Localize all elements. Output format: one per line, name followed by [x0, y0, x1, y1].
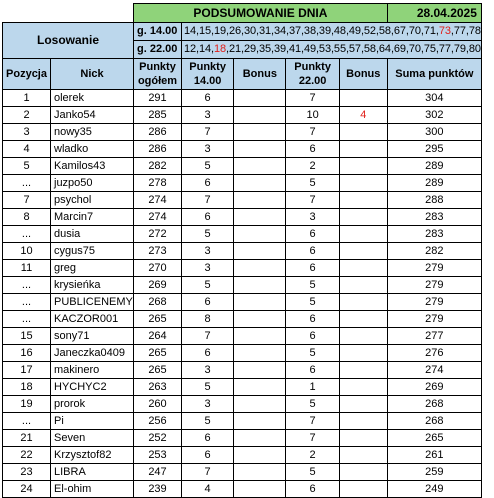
nick-cell: psychol	[51, 192, 134, 209]
nick-cell: Kamilos43	[51, 158, 134, 175]
position-cell: 15	[3, 328, 51, 345]
points-22-cell: 2	[286, 158, 339, 175]
table-row	[3, 447, 482, 464]
points-14-cell: 5	[182, 277, 234, 294]
bonus-2-cell	[339, 141, 387, 158]
sum-cell: 300	[387, 124, 481, 141]
points-14-cell: 3	[182, 260, 234, 277]
points-14-cell: 3	[182, 243, 234, 260]
nick-cell: El-ohim	[51, 481, 134, 498]
table-row	[3, 141, 482, 158]
draw-time-1: g. 14.00	[134, 23, 182, 41]
sum-cell: 289	[387, 175, 481, 192]
bonus-2-cell	[339, 158, 387, 175]
table-row	[3, 379, 482, 396]
points-14-cell: 3	[182, 107, 234, 124]
table-header	[3, 59, 482, 90]
draw-number-highlight: 73	[438, 25, 451, 37]
points-22-cell: 7	[286, 192, 339, 209]
table-row	[3, 124, 482, 141]
sum-cell: 279	[387, 277, 481, 294]
total-cell: 272	[134, 226, 182, 243]
table-row	[3, 481, 482, 498]
bonus-2-cell	[339, 124, 387, 141]
sum-cell: 261	[387, 447, 481, 464]
points-14-cell: 5	[182, 413, 234, 430]
bonus-1-cell	[234, 413, 286, 430]
bonus-2-cell	[339, 192, 387, 209]
nick-cell: makinero	[51, 362, 134, 379]
bonus-2-cell	[339, 294, 387, 311]
sum-cell: 268	[387, 396, 481, 413]
points-22-cell: 6	[286, 243, 339, 260]
points-14-cell: 7	[182, 192, 234, 209]
bonus-2-cell	[339, 90, 387, 107]
nick-cell: juzpo50	[51, 175, 134, 192]
total-cell: 274	[134, 209, 182, 226]
draw-number-run: 12,14,	[184, 43, 214, 55]
bonus-2-cell	[339, 175, 387, 192]
position-cell: ...	[3, 175, 51, 192]
nick-cell: KACZOR001	[51, 311, 134, 328]
daily-summary-table	[2, 3, 482, 498]
table-row	[3, 311, 482, 328]
total-cell: 247	[134, 464, 182, 481]
total-cell: 278	[134, 175, 182, 192]
points-22-cell: 6	[286, 260, 339, 277]
nick-cell: wladko	[51, 141, 134, 158]
table-row	[3, 260, 482, 277]
points-14-cell: 3	[182, 141, 234, 158]
bonus-2-cell	[339, 447, 387, 464]
bonus-2-cell	[339, 328, 387, 345]
total-cell: 260	[134, 396, 182, 413]
col-header-sum: Suma punktów	[387, 59, 481, 90]
table-row	[3, 175, 482, 192]
bonus-2-cell	[339, 379, 387, 396]
points-14-cell: 8	[182, 311, 234, 328]
total-cell: 285	[134, 107, 182, 124]
results-sheet	[2, 3, 482, 498]
points-22-cell: 5	[286, 396, 339, 413]
bonus-2-cell	[339, 430, 387, 447]
bonus-2-cell	[339, 277, 387, 294]
bonus-1-cell	[234, 430, 286, 447]
points-14-cell: 5	[182, 379, 234, 396]
sum-cell: 302	[387, 107, 481, 124]
nick-cell: Janeczka0409	[51, 345, 134, 362]
table-row	[3, 192, 482, 209]
nick-cell: cygus75	[51, 243, 134, 260]
nick-cell: nowy35	[51, 124, 134, 141]
bonus-2-cell	[339, 345, 387, 362]
draw-time-2: g. 22.00	[134, 41, 182, 59]
bonus-1-cell	[234, 277, 286, 294]
total-cell: 286	[134, 124, 182, 141]
position-cell: ...	[3, 277, 51, 294]
bonus-1-cell	[234, 192, 286, 209]
table-row	[3, 158, 482, 175]
bonus-1-cell	[234, 345, 286, 362]
points-14-cell: 6	[182, 209, 234, 226]
total-cell: 265	[134, 311, 182, 328]
position-cell: 16	[3, 345, 51, 362]
draw-number-run: ,77,78	[450, 25, 481, 37]
points-14-cell: 7	[182, 464, 234, 481]
position-cell: 7	[3, 192, 51, 209]
sum-cell: 249	[387, 481, 481, 498]
sum-cell: 276	[387, 345, 481, 362]
position-cell: 10	[3, 243, 51, 260]
bonus-2-cell	[339, 362, 387, 379]
bonus-1-cell	[234, 90, 286, 107]
bonus-2-cell	[339, 311, 387, 328]
points-22-cell: 1	[286, 379, 339, 396]
points-14-cell: 5	[182, 226, 234, 243]
bonus-1-cell	[234, 294, 286, 311]
table-row	[3, 294, 482, 311]
sum-cell: 269	[387, 379, 481, 396]
total-cell: 239	[134, 481, 182, 498]
sum-cell: 279	[387, 311, 481, 328]
points-14-cell: 6	[182, 90, 234, 107]
nick-cell: Janko54	[51, 107, 134, 124]
bonus-2-cell	[339, 209, 387, 226]
table-row	[3, 396, 482, 413]
total-cell: 264	[134, 328, 182, 345]
bonus-1-cell	[234, 328, 286, 345]
total-cell: 256	[134, 413, 182, 430]
points-22-cell: 5	[286, 464, 339, 481]
nick-cell: prorok	[51, 396, 134, 413]
bonus-1-cell	[234, 311, 286, 328]
draw-number-run: ,21,29,35,39,41,49,53,55,57,58,64,69,70,75,77,79,80	[226, 43, 481, 55]
position-cell: 19	[3, 396, 51, 413]
col-header-nick: Nick	[51, 59, 134, 90]
position-cell: 24	[3, 481, 51, 498]
bonus-2-cell	[339, 396, 387, 413]
bonus-1-cell	[234, 158, 286, 175]
points-14-cell: 4	[182, 481, 234, 498]
points-22-cell: 6	[286, 362, 339, 379]
col-header-bonus-1: Bonus	[234, 59, 286, 90]
draw-number-highlight: 18	[213, 43, 227, 55]
points-14-cell: 6	[182, 175, 234, 192]
table-row	[3, 413, 482, 430]
sum-cell: 289	[387, 158, 481, 175]
nick-cell: sony71	[51, 328, 134, 345]
sum-cell: 279	[387, 260, 481, 277]
blank-cell	[3, 4, 134, 23]
sum-cell: 259	[387, 464, 481, 481]
points-14-cell: 7	[182, 124, 234, 141]
total-cell: 273	[134, 243, 182, 260]
total-cell: 263	[134, 379, 182, 396]
draw-number-run: 14,15,19,26,30,31,34,37,38,39,48,49,52,58,67,70,71,	[184, 25, 439, 37]
nick-cell: Pi	[51, 413, 134, 430]
total-cell: 282	[134, 158, 182, 175]
table-row	[3, 277, 482, 294]
sum-cell: 283	[387, 209, 481, 226]
bonus-2-cell	[339, 413, 387, 430]
position-cell: 23	[3, 464, 51, 481]
bonus-1-cell	[234, 396, 286, 413]
points-14-cell: 3	[182, 396, 234, 413]
points-14-cell: 3	[182, 362, 234, 379]
position-cell: 4	[3, 141, 51, 158]
position-cell: 8	[3, 209, 51, 226]
position-cell: 21	[3, 430, 51, 447]
draw-label: Losowanie	[3, 23, 134, 59]
points-22-cell: 6	[286, 328, 339, 345]
nick-cell: Krzysztof82	[51, 447, 134, 464]
total-cell: 268	[134, 294, 182, 311]
bonus-2-cell: 4	[339, 107, 387, 124]
points-14-cell: 6	[182, 447, 234, 464]
bonus-1-cell	[234, 243, 286, 260]
table-body	[3, 90, 482, 498]
position-cell: 18	[3, 379, 51, 396]
nick-cell: dusia	[51, 226, 134, 243]
nick-cell: greg	[51, 260, 134, 277]
sum-cell: 277	[387, 328, 481, 345]
total-cell: 286	[134, 141, 182, 158]
points-22-cell: 7	[286, 430, 339, 447]
table-row	[3, 107, 482, 124]
position-cell: ...	[3, 226, 51, 243]
points-22-cell: 6	[286, 226, 339, 243]
position-cell: 2	[3, 107, 51, 124]
col-header-bonus-2: Bonus	[339, 59, 387, 90]
points-22-cell: 7	[286, 124, 339, 141]
points-22-cell: 5	[286, 294, 339, 311]
points-22-cell: 5	[286, 277, 339, 294]
table-row	[3, 226, 482, 243]
bonus-1-cell	[234, 209, 286, 226]
points-22-cell: 6	[286, 141, 339, 158]
col-header-points-14: Punkty 14.00	[182, 59, 234, 90]
table-row	[3, 430, 482, 447]
nick-cell: olerek	[51, 90, 134, 107]
position-cell: ...	[3, 311, 51, 328]
table-row	[3, 243, 482, 260]
table-row	[3, 345, 482, 362]
nick-cell: LIBRA	[51, 464, 134, 481]
bonus-1-cell	[234, 124, 286, 141]
bonus-1-cell	[234, 447, 286, 464]
position-cell: 17	[3, 362, 51, 379]
bonus-2-cell	[339, 226, 387, 243]
bonus-1-cell	[234, 260, 286, 277]
sum-cell: 279	[387, 294, 481, 311]
total-cell: 269	[134, 277, 182, 294]
bonus-1-cell	[234, 379, 286, 396]
points-14-cell: 5	[182, 158, 234, 175]
nick-cell: HYCHYC2	[51, 379, 134, 396]
table-row	[3, 209, 482, 226]
col-header-position: Pozycja	[3, 59, 51, 90]
draw-numbers-2	[182, 41, 482, 59]
sum-cell: 268	[387, 413, 481, 430]
report-date: 28.04.2025	[387, 4, 481, 23]
position-cell: 22	[3, 447, 51, 464]
total-cell: 274	[134, 192, 182, 209]
points-14-cell: 7	[182, 328, 234, 345]
total-cell: 265	[134, 345, 182, 362]
points-22-cell: 10	[286, 107, 339, 124]
table-row	[3, 90, 482, 107]
sum-cell: 265	[387, 430, 481, 447]
sum-cell: 282	[387, 243, 481, 260]
points-22-cell: 2	[286, 447, 339, 464]
bonus-1-cell	[234, 481, 286, 498]
draw-numbers-1	[182, 23, 482, 41]
total-cell: 252	[134, 430, 182, 447]
points-22-cell: 7	[286, 413, 339, 430]
sum-cell: 288	[387, 192, 481, 209]
total-cell: 265	[134, 362, 182, 379]
sum-cell: 283	[387, 226, 481, 243]
points-14-cell: 6	[182, 294, 234, 311]
total-cell: 253	[134, 447, 182, 464]
table-row	[3, 362, 482, 379]
position-cell: ...	[3, 294, 51, 311]
position-cell: 5	[3, 158, 51, 175]
points-22-cell: 7	[286, 90, 339, 107]
page-title: PODSUMOWANIE DNIA	[134, 4, 388, 23]
total-cell: 291	[134, 90, 182, 107]
nick-cell: Marcin7	[51, 209, 134, 226]
points-22-cell: 5	[286, 175, 339, 192]
total-cell: 270	[134, 260, 182, 277]
points-14-cell: 6	[182, 345, 234, 362]
bonus-1-cell	[234, 362, 286, 379]
position-cell: ...	[3, 413, 51, 430]
bonus-1-cell	[234, 107, 286, 124]
nick-cell: Seven	[51, 430, 134, 447]
points-22-cell: 3	[286, 209, 339, 226]
points-22-cell: 6	[286, 311, 339, 328]
points-14-cell: 6	[182, 430, 234, 447]
sum-cell: 274	[387, 362, 481, 379]
bonus-2-cell	[339, 243, 387, 260]
bonus-2-cell	[339, 481, 387, 498]
bonus-1-cell	[234, 226, 286, 243]
bonus-1-cell	[234, 175, 286, 192]
points-22-cell: 6	[286, 481, 339, 498]
points-22-cell: 5	[286, 345, 339, 362]
sum-cell: 295	[387, 141, 481, 158]
col-header-points-22: Punkty 22.00	[286, 59, 339, 90]
bonus-1-cell	[234, 141, 286, 158]
sum-cell: 304	[387, 90, 481, 107]
table-row	[3, 328, 482, 345]
position-cell: 11	[3, 260, 51, 277]
bonus-2-cell	[339, 260, 387, 277]
position-cell: 1	[3, 90, 51, 107]
col-header-total: Punkty ogółem	[134, 59, 182, 90]
nick-cell: krysieńka	[51, 277, 134, 294]
position-cell: 3	[3, 124, 51, 141]
nick-cell: PUBLICENEMY	[51, 294, 134, 311]
